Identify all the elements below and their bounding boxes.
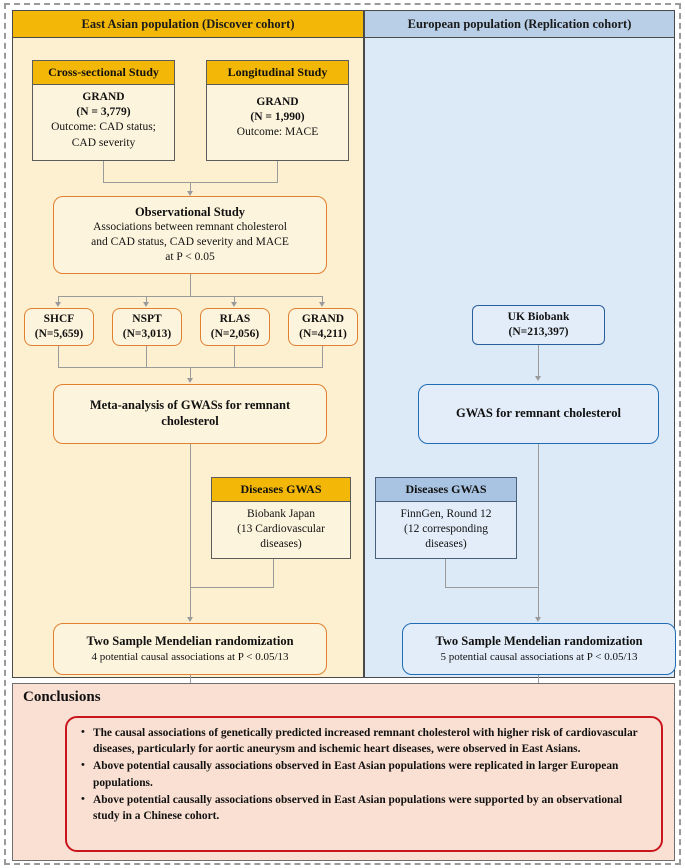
connector-shcf-down bbox=[58, 346, 59, 368]
connector-observational-down bbox=[190, 274, 191, 297]
node-mendelian-randomization-east bbox=[53, 623, 327, 675]
connector-diseases-gwas-east-down bbox=[273, 559, 274, 588]
euro-mendelian-sub: 5 potential causal associations at P < 0.05/13 bbox=[440, 650, 638, 663]
card-cross-sectional-study bbox=[32, 60, 175, 161]
card-longitudinal-head: Longitudinal Study bbox=[207, 61, 348, 85]
longitudinal-outcome: Outcome: MACE bbox=[236, 126, 319, 139]
cohort-rlas-n: (N=2,056) bbox=[210, 328, 260, 340]
chip-cohort-grand bbox=[288, 308, 358, 346]
conclusion-item-3: • Above potential causally associations observed in East Asian populations were supported by an observational study in a Chinese cohort. bbox=[93, 792, 651, 824]
arrow-to-euro-mendelian bbox=[535, 617, 541, 622]
connector-meta-analysis-down bbox=[190, 444, 191, 619]
meta-analysis-line-1: Meta-analysis of GWASs for remnant bbox=[89, 398, 291, 413]
chip-uk-biobank bbox=[472, 305, 605, 345]
euro-mendelian-title: Two Sample Mendelian randomization bbox=[435, 634, 643, 649]
observational-line-2: and CAD status, CAD severity and MACE bbox=[91, 236, 289, 249]
card-cross-sectional-body bbox=[33, 85, 174, 156]
connector-rlas-down bbox=[234, 346, 235, 368]
node-meta-analysis bbox=[53, 384, 327, 444]
diseases-gwas-east-line-3: diseases) bbox=[260, 538, 302, 551]
chip-cohort-rlas bbox=[200, 308, 270, 346]
card-diseases-gwas-euro bbox=[375, 477, 517, 559]
connector-uk-biobank-down bbox=[538, 345, 539, 378]
connector-longitudinal-down bbox=[277, 161, 278, 182]
cohort-shcf-name: SHCF bbox=[43, 313, 75, 326]
card-diseases-gwas-east bbox=[211, 477, 351, 559]
connector-diseases-gwas-euro-down bbox=[445, 559, 446, 588]
connector-euro-mr-merge bbox=[445, 587, 539, 588]
diseases-gwas-east-head: Diseases GWAS bbox=[212, 478, 350, 502]
conclusions-title: Conclusions bbox=[23, 689, 101, 705]
cohort-nspt-name: NSPT bbox=[132, 313, 162, 326]
diseases-gwas-east-line-1: Biobank Japan bbox=[246, 508, 316, 520]
chip-cohort-nspt bbox=[112, 308, 182, 346]
cohort-rlas-name: RLAS bbox=[219, 313, 251, 326]
diseases-gwas-euro-line-1: FinnGen, Round 12 bbox=[400, 508, 492, 520]
uk-biobank-n: (N=213,397) bbox=[508, 326, 569, 338]
connector-grand-down bbox=[322, 346, 323, 368]
longitudinal-n: (N = 1,990) bbox=[250, 111, 305, 124]
card-longitudinal-study bbox=[206, 60, 349, 161]
card-cross-sectional-head: Cross-sectional Study bbox=[33, 61, 174, 85]
cohort-grand-name: GRAND bbox=[301, 313, 345, 326]
arrow-to-grand bbox=[319, 302, 325, 307]
column-header-east-asian: East Asian population (Discover cohort) bbox=[12, 10, 364, 38]
arrow-to-nspt bbox=[143, 302, 149, 307]
meta-analysis-line-2: cholesterol bbox=[161, 414, 219, 428]
node-mendelian-randomization-euro bbox=[402, 623, 676, 675]
connector-nspt-down bbox=[146, 346, 147, 368]
conclusions-list bbox=[79, 725, 651, 824]
cohort-grand-n: (N=4,211) bbox=[299, 328, 347, 340]
arrow-to-meta-analysis bbox=[187, 378, 193, 383]
connector-east-mr-merge bbox=[190, 587, 274, 588]
node-observational-study bbox=[53, 196, 327, 274]
cohort-shcf-n: (N=5,659) bbox=[34, 328, 84, 340]
east-mendelian-title: Two Sample Mendelian randomization bbox=[86, 634, 294, 649]
chip-cohort-shcf bbox=[24, 308, 94, 346]
observational-line-1: Associations between remnant cholesterol bbox=[93, 221, 287, 234]
node-euro-gwas bbox=[418, 384, 659, 444]
arrow-to-euro-gwas bbox=[535, 376, 541, 381]
column-header-european: European population (Replication cohort) bbox=[364, 10, 675, 38]
connector-euro-gwas-down bbox=[538, 444, 539, 619]
conclusion-item-1: • The causal associations of genetically predicted increased remnant cholesterol with higher risk of cardiovascular diseases, particularly for aortic aneurysm and ischemic heart diseases, were observed in East Asians. bbox=[93, 725, 651, 757]
diseases-gwas-east-body bbox=[212, 502, 350, 558]
arrow-to-shcf bbox=[55, 302, 61, 307]
cross-sectional-cohort: GRAND bbox=[82, 91, 125, 103]
connector-cohorts-bus bbox=[58, 296, 323, 297]
card-longitudinal-body bbox=[207, 85, 348, 146]
cohort-nspt-n: (N=3,013) bbox=[122, 328, 172, 340]
diseases-gwas-euro-body bbox=[376, 502, 516, 558]
longitudinal-cohort: GRAND bbox=[256, 96, 299, 108]
cross-sectional-outcome-1: Outcome: CAD status; bbox=[51, 121, 156, 134]
arrow-to-rlas bbox=[231, 302, 237, 307]
arrow-to-east-mendelian bbox=[187, 617, 193, 622]
diseases-gwas-east-line-2: (13 Cardiovascular bbox=[237, 523, 325, 536]
conclusions-box bbox=[65, 716, 663, 852]
flowchart-figure bbox=[4, 3, 681, 865]
connector-cross-sectional-down bbox=[103, 161, 104, 182]
cross-sectional-n: (N = 3,779) bbox=[76, 106, 131, 119]
observational-line-3: at P < 0.05 bbox=[165, 251, 215, 264]
diseases-gwas-euro-line-3: diseases) bbox=[425, 538, 467, 551]
conclusion-item-2: • Above potential causally associations observed in East Asian populations were replicated in larger European populations. bbox=[93, 758, 651, 790]
diseases-gwas-euro-line-2: (12 corresponding bbox=[404, 523, 488, 536]
east-mendelian-sub: 4 potential causal associations at P < 0.05/13 bbox=[91, 650, 289, 663]
uk-biobank-name: UK Biobank bbox=[507, 311, 570, 324]
observational-title: Observational Study bbox=[134, 204, 246, 219]
diseases-gwas-euro-head: Diseases GWAS bbox=[376, 478, 516, 502]
euro-gwas-title: GWAS for remnant cholesterol bbox=[456, 406, 621, 421]
conclusions-panel bbox=[12, 683, 675, 861]
cross-sectional-outcome-2: CAD severity bbox=[71, 136, 136, 149]
